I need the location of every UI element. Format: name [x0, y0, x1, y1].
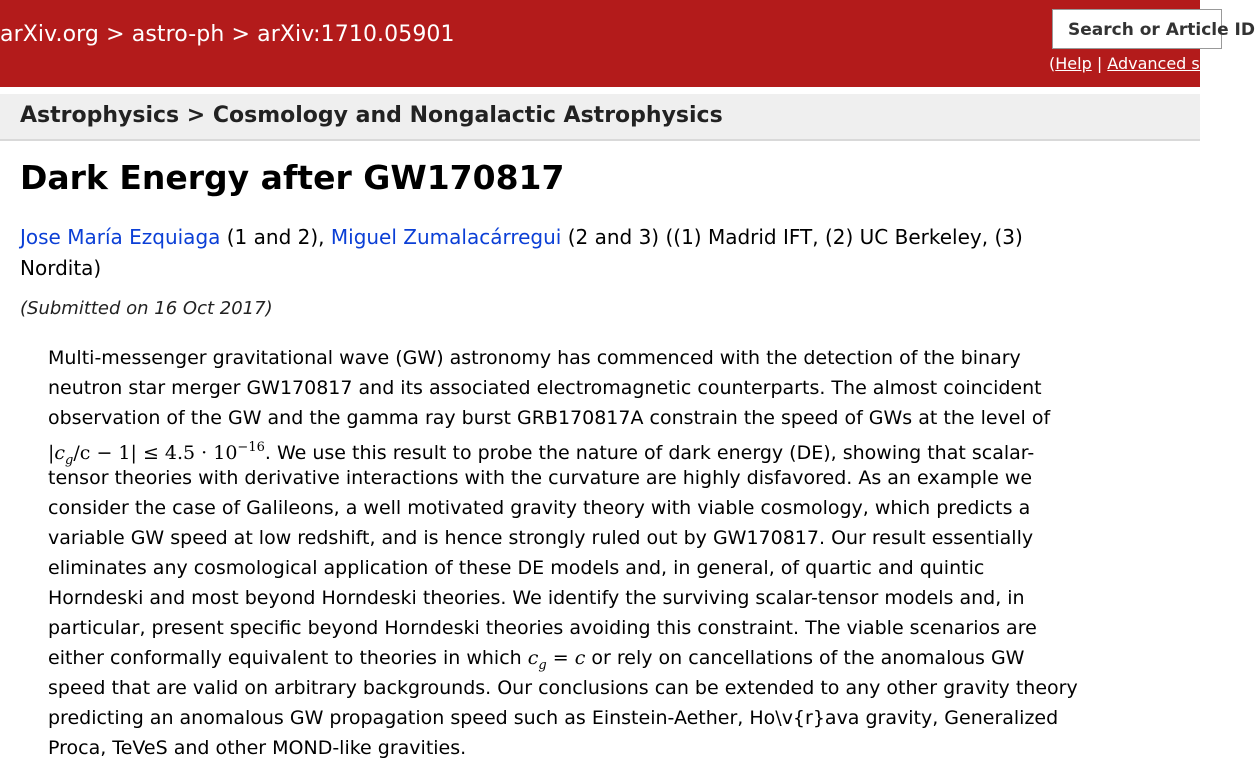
authors [20, 222, 1170, 284]
author-affiliation: (2 and 3) ((1) Madrid IFT, (2) UC Berkeley, (3) [567, 225, 1023, 249]
search-links: (Help | Advanced search) [1049, 54, 1251, 73]
abstract-text: or rely on cancellations of the anomalous GW [585, 647, 1025, 669]
subject-heading: Astrophysics > Cosmology and Nongalactic Astrophysics [20, 103, 723, 128]
breadcrumb-sep: > [231, 22, 251, 47]
site-header [0, 0, 1255, 87]
abstract-line: consider the case of Galileons, a well motivated gravity theory with viable cosmology, which predicts a [48, 497, 1031, 519]
abstract-line [48, 643, 1158, 673]
abstract-line [48, 433, 1158, 468]
math-part: /c − 1| ≤ 4.5 · 10 [73, 442, 238, 464]
math-sub: g [65, 453, 74, 468]
math-part: |c [48, 442, 66, 464]
abstract-line: variable GW speed at low redshift, and is hence strongly ruled out by GW170817. Our result essentially [48, 527, 1034, 549]
search-input[interactable]: Search or Article ID [1052, 9, 1222, 49]
abstract-line: eliminates any cosmological application of these DE models and, in general, of quartic and quintic [48, 557, 985, 579]
abstract-text: either conformally equivalent to theories in which [48, 647, 528, 669]
abstract-line: Horndeski and most beyond Horndeski theories. We identify the surviving scalar-tensor models and, in [48, 587, 1025, 609]
abstract [48, 343, 1158, 763]
author-affiliation: (1 and 2), [226, 225, 325, 249]
breadcrumb-sep: > [106, 22, 125, 47]
author-affiliation-cont: Nordita) [20, 256, 102, 280]
abstract-line: observation of the GW and the gamma ray burst GRB170817A constrain the speed of GWs at the level of [48, 407, 1051, 429]
inline-math [48, 440, 265, 468]
abstract-line: neutron star merger GW170817 and its associated electromagnetic counterparts. The almost coincident [48, 377, 1042, 399]
subject-bar [0, 94, 1200, 141]
author-link[interactable]: Jose María Ezquiaga [20, 225, 221, 249]
inline-math [527, 647, 586, 673]
submission-date: (Submitted on 16 Oct 2017) [20, 298, 273, 319]
abstract-line: tensor theories with derivative interactions with the curvature are highly disfavored. As an example we [48, 467, 1033, 489]
math-part: = c [546, 647, 586, 669]
math-sub: g [538, 658, 547, 673]
abstract-line: predicting an anomalous GW propagation speed such as Einstein-Aether, Ho\v{r}ava gravity, Generalized [48, 707, 1059, 729]
math-part: c [527, 647, 539, 669]
math-sup: −16 [237, 440, 265, 455]
help-link[interactable]: Help [1055, 54, 1092, 73]
abstract-text: . We use this result to probe the nature of dark energy (DE), showing that scalar- [264, 442, 1035, 464]
abstract-line: Multi-messenger gravitational wave (GW) astronomy has commenced with the detection of the binary [48, 347, 1021, 369]
abstract-line: particular, present specific beyond Horndeski theories avoiding this constraint. The viable scenarios are [48, 617, 1037, 639]
breadcrumb [0, 22, 455, 47]
author-link[interactable]: Miguel Zumalacárregui [330, 225, 562, 249]
abstract-line: Proca, TeVeS and other MOND-like gravities. [48, 737, 467, 759]
breadcrumb-article-id[interactable]: arXiv:1710.05901 [257, 22, 455, 47]
breadcrumb-astro-ph[interactable]: astro-ph [131, 22, 225, 47]
advanced-search-link[interactable]: Advanced search [1107, 54, 1245, 73]
paper-title: Dark Energy after GW170817 [20, 158, 565, 197]
breadcrumb-arxiv[interactable]: arXiv.org [0, 22, 99, 47]
abstract-line: speed that are valid on arbitrary backgrounds. Our conclusions can be extended to any other gravity theory [48, 677, 1078, 699]
